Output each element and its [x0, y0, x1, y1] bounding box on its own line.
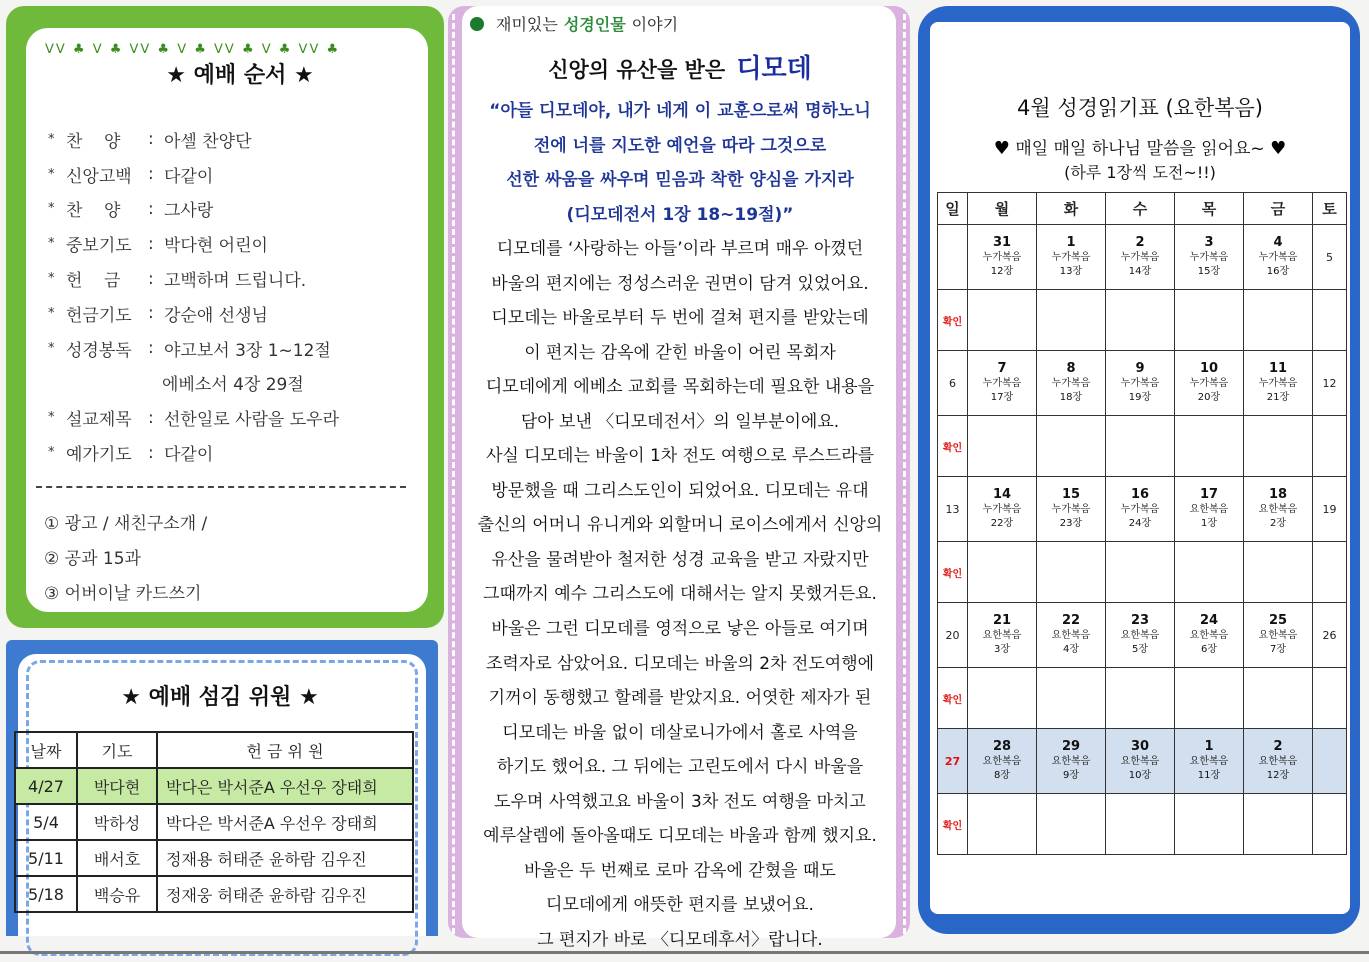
week-row — [938, 729, 1347, 794]
order-item-label: 설교제목 — [66, 410, 132, 431]
reading-subtitle — [940, 134, 1340, 159]
servants-table — [14, 731, 414, 913]
day-number: 2 — [1273, 739, 1283, 754]
notice-item: ② 공과 15과 — [44, 549, 141, 569]
col-date-header: 날짜 — [15, 732, 77, 768]
story-title-name: 디모데 — [736, 54, 812, 84]
quote-line: 선한 싸움을 싸우며 믿음과 착한 양심을 가지라 — [506, 170, 854, 190]
confirm-row — [938, 290, 1347, 351]
saturday-cell: 19 — [1313, 477, 1347, 542]
bullet-star-icon: * — [48, 236, 55, 252]
day-number: 1 — [1066, 235, 1076, 250]
reading-book: 요한복음 — [1258, 504, 1298, 515]
day-number: 21 — [992, 613, 1012, 628]
story-tag-pre: 재미있는 — [496, 15, 558, 34]
body-line: 기꺼이 동행했고 할례를 받았지요. 어엿한 제자가 된 — [488, 688, 872, 709]
quote-line: “아들 디모데야, 내가 네게 이 교훈으로써 명하노니 — [489, 101, 871, 121]
reading-book: 요한복음 — [982, 630, 1022, 641]
sunday-cell — [938, 225, 968, 290]
confirm-checkbox-cell[interactable] — [1106, 794, 1175, 855]
cell-members: 박다은 박서준A 우선우 장태희 — [157, 768, 413, 804]
reading-book: 요한복음 — [1189, 504, 1229, 515]
order-item-separator: : — [148, 407, 154, 428]
week-row — [938, 603, 1347, 668]
confirm-checkbox-cell[interactable] — [1244, 542, 1313, 603]
day-number: 9 — [1135, 361, 1145, 376]
order-item — [48, 435, 418, 470]
confirm-checkbox-cell[interactable] — [1244, 668, 1313, 729]
body-line: 이 편지는 감옥에 갇힌 바울이 어린 목회자 — [524, 342, 836, 363]
order-item — [48, 261, 418, 296]
body-line: 디모데는 바울로부터 두 번에 걸쳐 편지를 받았는데 — [491, 308, 869, 329]
body-line: 바울은 그런 디모데를 영적으로 낳은 아들로 여기며 — [491, 619, 869, 640]
cell-date: 4/27 — [15, 768, 77, 804]
reading-chapter: 15장 — [1197, 266, 1221, 277]
reading-book: 요한복음 — [1120, 630, 1160, 641]
bullet-star-icon: * — [48, 201, 55, 217]
body-line: 유산을 물려받아 철저한 성경 교육을 받고 자랐지만 — [491, 549, 869, 570]
order-item-value: 다같이 — [164, 166, 214, 187]
notice-list — [44, 504, 404, 609]
order-item — [48, 192, 418, 227]
day-number: 18 — [1268, 487, 1288, 502]
quote-line: 전에 너를 지도한 예언을 따라 그것으로 — [533, 135, 827, 156]
reading-chapter: 1장 — [1200, 518, 1218, 529]
worship-order-title: ★ 예배 순서 ★ — [166, 63, 314, 88]
reading-chapter: 24장 — [1128, 518, 1152, 529]
col-members-header: 헌 금 위 원 — [157, 732, 413, 768]
divider — [36, 486, 406, 488]
confirm-checkbox-cell[interactable] — [1175, 416, 1244, 477]
day-number: 23 — [1130, 613, 1150, 628]
week-row — [938, 351, 1347, 416]
table-row — [15, 840, 413, 876]
reading-book: 누가복음 — [1120, 378, 1160, 389]
confirm-empty-cell — [1313, 668, 1347, 729]
reading-book: 누가복음 — [1189, 378, 1229, 389]
body-line: 사실 디모데는 바울이 1차 전도 여행으로 루스드라를 — [485, 446, 875, 467]
reading-chapter: 2장 — [1269, 518, 1287, 529]
weekday-header: 목 — [1175, 193, 1244, 225]
bullet-star-icon: * — [48, 131, 55, 147]
reading-chapter: 19장 — [1128, 392, 1152, 403]
order-item — [48, 157, 418, 192]
confirm-checkbox-cell[interactable] — [1037, 794, 1106, 855]
story-quote — [470, 94, 890, 232]
table-row — [15, 768, 413, 804]
cell-date: 5/18 — [15, 876, 77, 912]
order-item — [48, 296, 418, 331]
body-line: 그때까지 예수 그리스도에 대해서는 알지 못했거든요. — [483, 584, 877, 605]
order-item-value: 강순애 선생님 — [164, 305, 268, 326]
servants-title: ★ 예배 섬김 위원 ★ — [121, 685, 319, 710]
body-line: 방문했을 때 그리스도인이 되었어요. 디모데는 유대 — [491, 480, 869, 501]
reading-day-cell — [968, 225, 1037, 290]
order-item-separator: : — [148, 442, 154, 463]
reading-subtitle-text: 매일 매일 하나님 말씀을 읽어요~ — [1015, 139, 1265, 159]
reading-title: 4월 성경읽기표 (요한복음) — [1017, 96, 1263, 120]
body-line: 출신의 어머니 유니게와 외할머니 로이스에게서 신앙의 — [477, 515, 883, 536]
reading-day-cell — [1244, 603, 1313, 668]
reading-day-cell — [1037, 729, 1106, 794]
bullet-star-icon: * — [48, 271, 55, 287]
order-item-value: 야고보서 3장 1~12절 — [164, 340, 331, 361]
reading-book: 누가복음 — [1120, 252, 1160, 263]
weekday-header: 월 — [968, 193, 1037, 225]
order-item-separator: : — [148, 303, 154, 324]
table-header-row — [15, 732, 413, 768]
heart-icon: ♥ — [993, 138, 1010, 159]
reading-book: 누가복음 — [1051, 378, 1091, 389]
week-row — [938, 477, 1347, 542]
reading-book: 누가복음 — [1189, 252, 1229, 263]
cell-prayer: 박다현 — [77, 768, 157, 804]
day-number: 25 — [1268, 613, 1288, 628]
confirm-checkbox-cell[interactable] — [968, 290, 1037, 351]
order-item-value: 고백하며 드립니다. — [164, 271, 307, 292]
day-number: 2 — [1135, 235, 1145, 250]
reading-chapter: 13장 — [1059, 266, 1083, 277]
confirm-checkbox-cell[interactable] — [1175, 290, 1244, 351]
reading-day-cell — [1037, 477, 1106, 542]
story-title-text: 신앙의 유산을 받은 — [548, 58, 726, 82]
day-number: 30 — [1130, 739, 1150, 754]
order-item — [48, 331, 418, 366]
table-row — [15, 804, 413, 840]
confirm-checkbox-cell[interactable] — [1106, 416, 1175, 477]
reading-chapter: 12장 — [1266, 770, 1290, 781]
confirm-checkbox-cell[interactable] — [1037, 542, 1106, 603]
reading-chapter: 16장 — [1266, 266, 1290, 277]
confirm-empty-cell — [1313, 290, 1347, 351]
body-line: 바울의 편지에는 정성스러운 권면이 담겨 있었어요. — [491, 273, 869, 294]
reading-book: 누가복음 — [982, 504, 1022, 515]
reading-chapter: 5장 — [1131, 644, 1149, 655]
confirm-checkbox-cell[interactable] — [1175, 542, 1244, 603]
body-line: 바울은 두 번째로 로마 감옥에 갇혔을 때도 — [524, 860, 836, 881]
confirm-checkbox-cell[interactable] — [968, 416, 1037, 477]
bullet-star-icon: * — [48, 340, 55, 356]
saturday-cell: 26 — [1313, 603, 1347, 668]
order-item-value: 박다현 어린이 — [164, 236, 268, 257]
reading-day-cell — [1106, 603, 1175, 668]
story-tag-post: 이야기 — [631, 15, 679, 34]
day-number: 10 — [1199, 361, 1219, 376]
order-item-separator: : — [148, 129, 154, 150]
notice-item: ① 광고 / 새친구소개 / — [44, 514, 208, 534]
confirm-checkbox-cell[interactable] — [968, 794, 1037, 855]
reading-day-cell — [1244, 477, 1313, 542]
reading-chapter: 14장 — [1128, 266, 1152, 277]
order-item-label: 헌 금 — [66, 271, 121, 292]
cell-prayer: 배서호 — [77, 840, 157, 876]
day-number: 4 — [1273, 235, 1283, 250]
order-item-value: 에베소서 4장 29절 — [162, 375, 304, 396]
body-line: 그 편지가 바로 〈디모데후서〉랍니다. — [537, 929, 823, 950]
body-line: 디모데에게 에베소 교회를 목회하는데 필요한 내용을 — [485, 377, 875, 398]
saturday-cell — [1313, 729, 1347, 794]
bullet-star-icon: * — [48, 445, 55, 461]
day-number: 11 — [1268, 361, 1288, 376]
reading-day-cell — [1175, 603, 1244, 668]
confirm-checkbox-cell[interactable] — [1244, 416, 1313, 477]
body-line: 예루살렘에 돌아올때도 디모데는 바울과 함께 했지요. — [483, 826, 877, 847]
reading-day-cell — [1175, 729, 1244, 794]
weekday-header: 수 — [1106, 193, 1175, 225]
reading-book: 누가복음 — [1258, 378, 1298, 389]
bullet-star-icon: * — [48, 410, 55, 426]
body-line: 디모데에게 애뜻한 편지를 보냈어요. — [546, 895, 814, 916]
sunday-cell: 6 — [938, 351, 968, 416]
reading-day-cell — [1037, 351, 1106, 416]
confirm-checkbox-cell[interactable] — [1037, 668, 1106, 729]
reading-chapter: 17장 — [990, 392, 1014, 403]
page-edge — [0, 951, 1369, 954]
cell-prayer: 백승유 — [77, 876, 157, 912]
order-item — [48, 226, 418, 261]
reading-day-cell — [968, 603, 1037, 668]
order-item-separator: : — [148, 268, 154, 289]
weekday-header: 일 — [938, 193, 968, 225]
worship-order-list — [48, 122, 418, 470]
confirm-checkbox-cell[interactable] — [968, 668, 1037, 729]
confirm-label: 확인 — [938, 290, 968, 351]
story-tag — [470, 12, 678, 35]
day-number: 17 — [1199, 487, 1219, 502]
order-item-separator: : — [148, 338, 154, 359]
sunday-cell: 20 — [938, 603, 968, 668]
reading-chapter: 22장 — [990, 518, 1014, 529]
story-title — [470, 48, 890, 85]
sunday-cell: 13 — [938, 477, 968, 542]
quote-line: (디모데전서 1장 18~19절)” — [566, 204, 794, 225]
table-row — [15, 876, 413, 912]
confirm-checkbox-cell[interactable] — [1244, 290, 1313, 351]
order-item-label: 신앙고백 — [66, 166, 132, 187]
reading-book: 요한복음 — [1120, 756, 1160, 767]
reading-chapter: 4장 — [1062, 644, 1080, 655]
reading-calendar — [937, 192, 1347, 855]
saturday-cell: 5 — [1313, 225, 1347, 290]
day-number: 24 — [1199, 613, 1219, 628]
day-number: 14 — [992, 487, 1012, 502]
day-number: 8 — [1066, 361, 1076, 376]
confirm-label: 확인 — [938, 416, 968, 477]
confirm-checkbox-cell[interactable] — [1037, 416, 1106, 477]
reading-day-cell — [1106, 477, 1175, 542]
reading-day-cell — [1106, 351, 1175, 416]
reading-book: 요한복음 — [1189, 630, 1229, 641]
reading-day-cell — [968, 477, 1037, 542]
sunday-cell: 27 — [938, 729, 968, 794]
reading-day-cell — [1175, 351, 1244, 416]
day-number: 29 — [1061, 739, 1081, 754]
confirm-checkbox-cell[interactable] — [1106, 290, 1175, 351]
notice-item: ③ 어버이날 카드쓰기 — [44, 584, 202, 604]
reading-book: 누가복음 — [1051, 252, 1091, 263]
reading-chapter: 10장 — [1128, 770, 1152, 781]
order-item-separator: : — [148, 164, 154, 185]
confirm-checkbox-cell[interactable] — [1175, 794, 1244, 855]
confirm-empty-cell — [1313, 416, 1347, 477]
body-line: 담아 보낸 〈디모데전서〉의 일부분이에요. — [520, 411, 840, 432]
body-line: 디모데는 바울 없이 데살로니가에서 홀로 사역을 — [502, 722, 858, 743]
reading-day-cell — [1037, 225, 1106, 290]
cell-members: 정재웅 허태준 윤하람 김우진 — [157, 876, 413, 912]
reading-book: 요한복음 — [1051, 630, 1091, 641]
reading-challenge: (하루 1장씩 도전~!!) — [1064, 163, 1216, 182]
reading-day-cell — [1106, 729, 1175, 794]
order-item-separator: : — [148, 198, 154, 219]
reading-chapter: 20장 — [1197, 392, 1221, 403]
order-item-value: 선한일로 사람을 도우라 — [164, 410, 340, 431]
saturday-cell: 12 — [1313, 351, 1347, 416]
order-item-label: 헌금기도 — [66, 305, 132, 326]
confirm-checkbox-cell[interactable] — [968, 542, 1037, 603]
confirm-row — [938, 668, 1347, 729]
reading-day-cell — [1244, 225, 1313, 290]
confirm-checkbox-cell[interactable] — [1106, 668, 1175, 729]
reading-day-cell — [968, 729, 1037, 794]
reading-day-cell — [1175, 477, 1244, 542]
reading-chapter: 3장 — [993, 644, 1011, 655]
order-item-label: 찬 양 — [66, 131, 121, 152]
reading-day-cell — [1244, 729, 1313, 794]
reading-day-cell — [1175, 225, 1244, 290]
reading-book: 요한복음 — [1051, 756, 1091, 767]
reading-book: 누가복음 — [982, 252, 1022, 263]
confirm-checkbox-cell[interactable] — [1244, 794, 1313, 855]
reading-chapter: 21장 — [1266, 392, 1290, 403]
reading-book: 요한복음 — [1258, 630, 1298, 641]
confirm-row — [938, 794, 1347, 855]
day-number: 1 — [1204, 739, 1214, 754]
order-item-label: 성경봉독 — [66, 340, 132, 361]
reading-book: 요한복음 — [1189, 756, 1229, 767]
sprout-decoration: ᐯᐯ ♣ ᐯ ♣ ᐯᐯ ♣ ᐯ ♣ ᐯᐯ ♣ ᐯ ♣ ᐯᐯ ♣ — [45, 42, 341, 57]
reading-book: 누가복음 — [1120, 504, 1160, 515]
order-item-separator: : — [148, 233, 154, 254]
reading-book: 요한복음 — [1258, 756, 1298, 767]
story-body — [466, 232, 894, 957]
confirm-label: 확인 — [938, 794, 968, 855]
confirm-checkbox-cell[interactable] — [1106, 542, 1175, 603]
reading-chapter: 23장 — [1059, 518, 1083, 529]
order-item-value: 아셀 찬양단 — [164, 131, 252, 152]
reading-book: 누가복음 — [1051, 504, 1091, 515]
reading-day-cell — [1106, 225, 1175, 290]
order-item-value: 다같이 — [164, 445, 214, 466]
day-number: 31 — [992, 235, 1012, 250]
day-number: 3 — [1204, 235, 1214, 250]
confirm-empty-cell — [1313, 542, 1347, 603]
confirm-label: 확인 — [938, 542, 968, 603]
cell-prayer: 박하성 — [77, 804, 157, 840]
order-item-label: 예가기도 — [66, 445, 132, 466]
reading-chapter: 9장 — [1062, 770, 1080, 781]
calendar-header-row — [938, 193, 1347, 225]
reading-chapter: 8장 — [993, 770, 1011, 781]
reading-day-cell — [1037, 603, 1106, 668]
reading-chapter: 7장 — [1269, 644, 1287, 655]
confirm-row — [938, 416, 1347, 477]
order-item-label: 중보기도 — [66, 236, 132, 257]
confirm-checkbox-cell[interactable] — [1037, 290, 1106, 351]
reading-chapter: 6장 — [1200, 644, 1218, 655]
bullet-dot-icon — [470, 17, 484, 31]
order-item — [48, 122, 418, 157]
confirm-empty-cell — [1313, 794, 1347, 855]
confirm-row — [938, 542, 1347, 603]
day-number: 28 — [992, 739, 1012, 754]
day-number: 15 — [1061, 487, 1081, 502]
heart-icon: ♥ — [1270, 138, 1287, 159]
cell-members: 박다은 박서준A 우선우 장태희 — [157, 804, 413, 840]
cell-members: 정재용 허태준 윤하람 김우진 — [157, 840, 413, 876]
day-number: 7 — [997, 361, 1007, 376]
reading-day-cell — [1244, 351, 1313, 416]
reading-chapter: 18장 — [1059, 392, 1083, 403]
order-item — [48, 400, 418, 435]
body-line: 하기도 했어요. 그 뒤에는 고린도에서 다시 바울을 — [496, 757, 864, 778]
reading-book: 누가복음 — [982, 378, 1022, 389]
body-line: 디모데를 ‘사랑하는 아들’이라 부르며 매우 아꼈던 — [496, 239, 864, 259]
weekday-header: 금 — [1244, 193, 1313, 225]
body-line: 도우며 사역했고요 바울이 3차 전도 여행을 마치고 — [494, 791, 866, 812]
week-row — [938, 225, 1347, 290]
confirm-label: 확인 — [938, 668, 968, 729]
order-item-value: 그사랑 — [164, 201, 214, 222]
bullet-star-icon: * — [48, 166, 55, 182]
day-number: 22 — [1061, 613, 1081, 628]
col-prayer-header: 기도 — [77, 732, 157, 768]
story-tag-em: 성경인물 — [563, 15, 626, 34]
cell-date: 5/11 — [15, 840, 77, 876]
reading-chapter: 11장 — [1197, 770, 1221, 781]
reading-book: 요한복음 — [982, 756, 1022, 767]
body-line: 조력자로 삼았어요. 디모데는 바울의 2차 전도여행에 — [485, 653, 875, 674]
order-item — [48, 366, 418, 401]
day-number: 16 — [1130, 487, 1150, 502]
reading-book: 누가복음 — [1258, 252, 1298, 263]
weekday-header: 화 — [1037, 193, 1106, 225]
weekday-header: 토 — [1313, 193, 1347, 225]
reading-day-cell — [968, 351, 1037, 416]
reading-chapter: 12장 — [990, 266, 1014, 277]
confirm-checkbox-cell[interactable] — [1175, 668, 1244, 729]
bullet-star-icon: * — [48, 305, 55, 321]
cell-date: 5/4 — [15, 804, 77, 840]
order-item-label: 찬 양 — [66, 201, 121, 222]
